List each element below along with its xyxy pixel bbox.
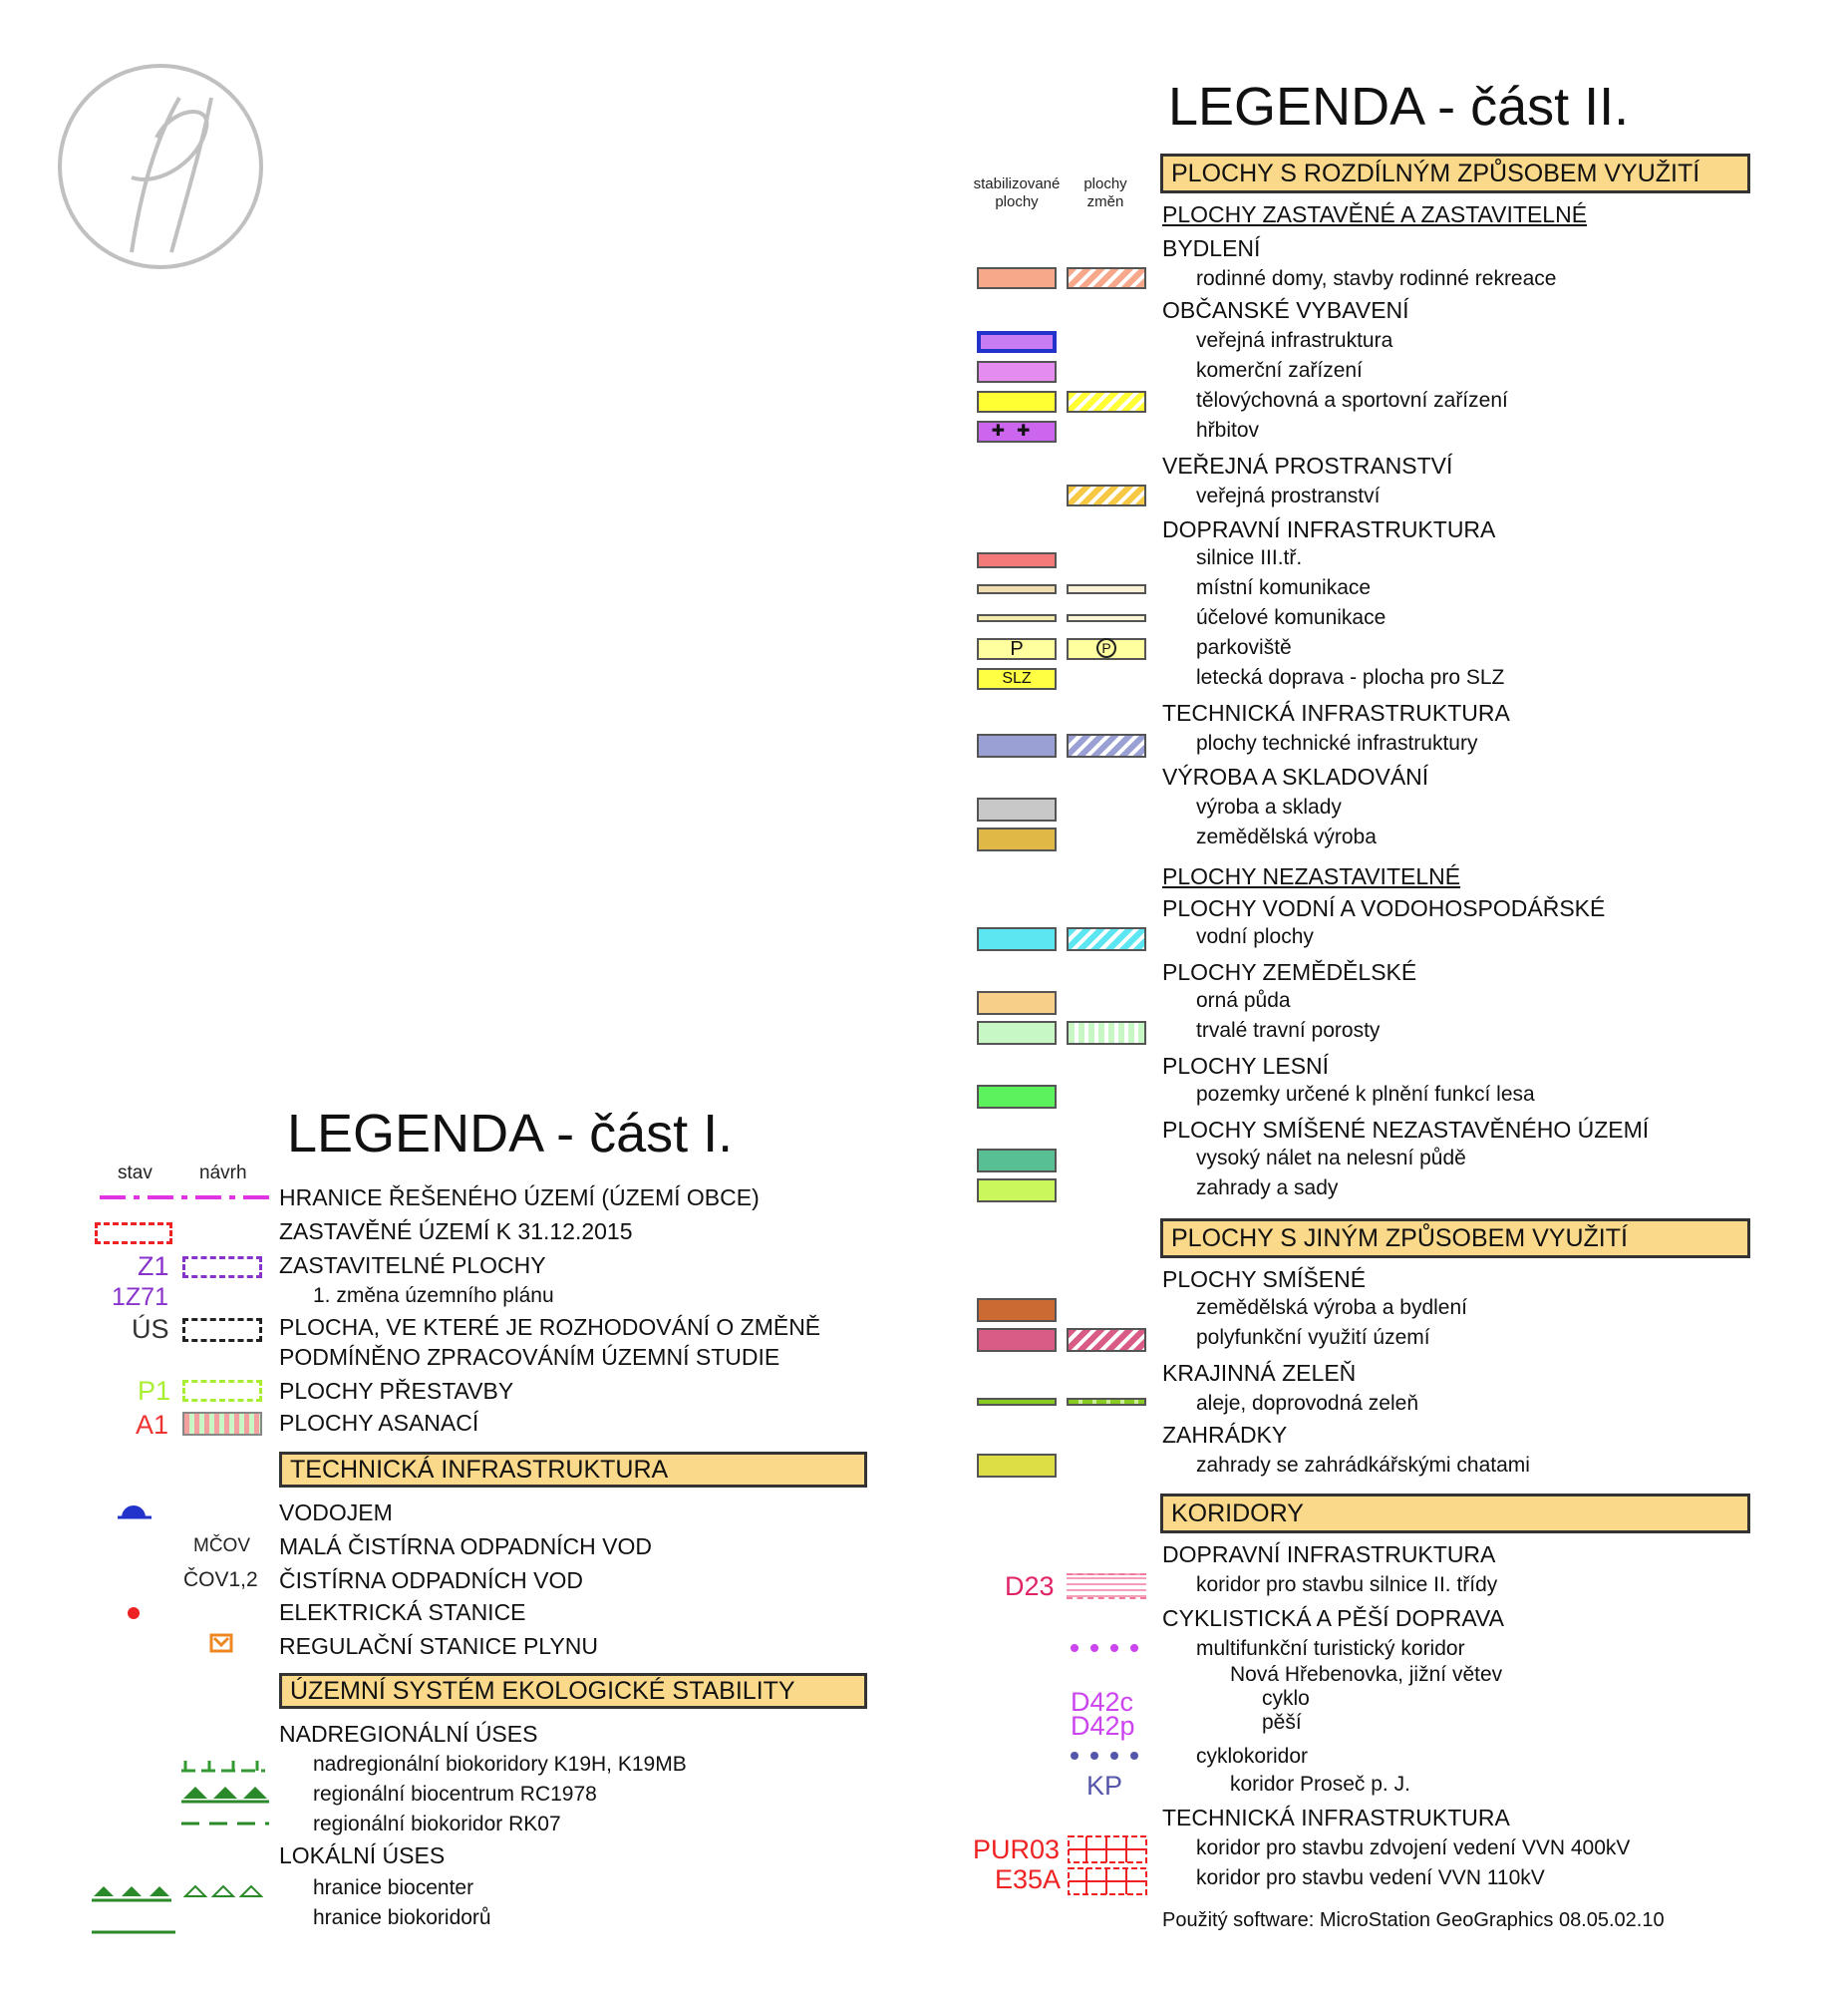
zastavene-heading: PLOCHY ZASTAVĚNÉ A ZASTAVITELNÉ — [1162, 201, 1588, 227]
swatch-aleje-zmena — [1067, 1398, 1146, 1406]
logo — [58, 64, 263, 269]
zemedelske-heading: PLOCHY ZEMĚDĚLSKÉ — [1162, 959, 1417, 985]
komercni-label: komerční zařízení — [1196, 359, 1363, 382]
lesni-label: pozemky určené k plnění funkcí lesa — [1196, 1083, 1535, 1106]
rodinne-label: rodinné domy, stavby rodinné rekreace — [1196, 267, 1557, 290]
reg-biokoridor-symbol — [181, 1821, 269, 1827]
swatch-zahradky — [977, 1454, 1057, 1478]
swatch-travni — [977, 1021, 1057, 1045]
cov-label: ČISTÍRNA ODPADNÍCH VOD — [279, 1567, 583, 1593]
swatch-orna — [977, 991, 1057, 1015]
vvn110-label: koridor pro stavbu vedení VVN 110kV — [1196, 1866, 1545, 1889]
mcov-code: MČOV — [193, 1535, 250, 1556]
vvn400-label: koridor pro stavbu zdvojení vedení VVN 400kV — [1196, 1836, 1631, 1859]
technicka-heading: TECHNICKÁ INFRASTRUKTURA — [1162, 700, 1510, 726]
swatch-vodni — [977, 927, 1057, 951]
software-note: Použitý software: MicroStation GeoGraphics 08.05.02.10 — [1162, 1909, 1665, 1931]
multifunkcni-label: multifunkční turistický koridor — [1196, 1637, 1465, 1660]
zahradky-heading: ZAHRÁDKY — [1162, 1422, 1288, 1448]
hrebenovka-label: Nová Hřebenovka, jižní větev — [1230, 1663, 1503, 1686]
parking-icon: P — [1096, 638, 1116, 658]
nalet-label: vysoký nálet na nelesní půdě — [1196, 1147, 1466, 1169]
letecka-label: letecká doprava - plocha pro SLZ — [1196, 666, 1505, 689]
swatch-letecka: SLZ — [977, 668, 1057, 690]
code-d23: D23 — [1005, 1571, 1055, 1601]
hranice-label: HRANICE ŘEŠENÉHO ÚZEMÍ (ÚZEMÍ OBCE) — [279, 1184, 760, 1210]
elektricka-label: ELEKTRICKÁ STANICE — [279, 1599, 526, 1625]
zastavene-label: ZASTAVĚNÉ ÚZEMÍ K 31.12.2015 — [279, 1218, 633, 1244]
kor-silnice-label: koridor pro stavbu silnice II. třídy — [1196, 1573, 1498, 1596]
code-kp: KP — [1086, 1771, 1123, 1801]
smisene-heading: PLOCHY SMÍŠENÉ — [1162, 1266, 1367, 1292]
telovychovna-label: tělovýchovná a sportovní zařízení — [1196, 389, 1508, 412]
code-e35a: E35A — [995, 1864, 1062, 1894]
silnice-label: silnice III.tř. — [1196, 546, 1303, 569]
hranice-biokoridoru-label: hranice biokoridorů — [313, 1906, 491, 1929]
col-zmen-line1: plochy — [1083, 175, 1127, 192]
zahradky-label: zahrady se zahrádkářskými chatami — [1196, 1454, 1530, 1477]
header-koridory: KORIDORY — [1160, 1494, 1750, 1533]
col-stabilizovane-line1: stabilizované — [973, 175, 1061, 192]
zastavitelne-label: ZASTAVITELNÉ PLOCHY — [279, 1252, 546, 1278]
prestavba-symbol — [182, 1380, 262, 1402]
studie-symbol — [182, 1318, 262, 1342]
asanace-symbol — [182, 1412, 262, 1436]
swatch-ucelove-zmena — [1067, 614, 1146, 622]
swatch-d23 — [1067, 1573, 1146, 1599]
cov-code: ČOV1,2 — [183, 1568, 258, 1591]
vodojem-label: VODOJEM — [279, 1499, 393, 1525]
swatch-verejna-prostranstvi — [1067, 485, 1146, 506]
swatch-lesni — [977, 1085, 1057, 1109]
col-stabilizovane-line2: plochy — [995, 193, 1039, 210]
polyfunkcni-label: polyfunkční využití území — [1196, 1326, 1430, 1349]
nadreg-heading: NADREGIONÁLNÍ ÚSES — [279, 1721, 538, 1747]
col-zmen-line2: změn — [1086, 193, 1124, 210]
lokalni-heading: LOKÁLNÍ ÚSES — [279, 1842, 446, 1868]
cyklokoridor-symbol — [1067, 1751, 1146, 1761]
parkoviste-label: parkoviště — [1196, 636, 1292, 659]
swatch-nalet — [977, 1149, 1057, 1172]
obcanske-heading: OBČANSKÉ VYBAVENÍ — [1162, 297, 1409, 323]
uses-header: ÚZEMNÍ SYSTÉM EKOLOGICKÉ STABILITY — [279, 1673, 867, 1709]
col-stav: stav — [118, 1163, 153, 1183]
hranice-biocenter-symbol — [92, 1882, 271, 1902]
swatch-travni-zmena — [1067, 1021, 1146, 1045]
swatch-mistni-zmena — [1067, 584, 1146, 594]
nadreg-koridor-symbol — [181, 1759, 265, 1773]
bydleni-heading: BYDLENÍ — [1162, 235, 1261, 261]
header-jiny: PLOCHY S JINÝM ZPŮSOBEM VYUŽITÍ — [1160, 1218, 1750, 1258]
vodni-heading: PLOCHY VODNÍ A VODOHOSPODÁŘSKÉ — [1162, 895, 1606, 921]
technicka-plochy-label: plochy technické infrastruktury — [1196, 732, 1478, 755]
swatch-vyroba — [977, 798, 1057, 822]
swatch-polyfunkcni — [977, 1328, 1057, 1352]
swatch-mistni — [977, 584, 1057, 594]
regulacni-stanice-plynu-icon — [209, 1633, 233, 1653]
dopravni-heading: DOPRAVNÍ INFRASTRUKTURA — [1162, 516, 1496, 542]
swatch-telovychovna-zmena — [1067, 391, 1146, 413]
legend-1-title: LEGENDA - část I. — [287, 1104, 734, 1163]
hranice-symbol — [100, 1192, 269, 1202]
vyroba-label: výroba a sklady — [1196, 796, 1342, 819]
kor-technicka-heading: TECHNICKÁ INFRASTRUKTURA — [1162, 1805, 1510, 1830]
plyn-label: REGULAČNÍ STANICE PLYNU — [279, 1633, 598, 1659]
hranice-biokoridoru-symbol — [92, 1930, 175, 1934]
swatch-technicka — [977, 734, 1057, 758]
nezastavitelne-heading: PLOCHY NEZASTAVITELNÉ — [1162, 863, 1461, 889]
elektricka-stanice-icon — [128, 1607, 140, 1619]
verejna-infra-label: veřejná infrastruktura — [1196, 329, 1393, 352]
hrbitov-label: hřbitov — [1196, 419, 1260, 442]
header-rozdilne: PLOCHY S ROZDÍLNÝM ZPŮSOBEM VYUŽITÍ — [1160, 154, 1750, 193]
mistni-label: místní komunikace — [1196, 576, 1372, 599]
logo-monogram-icon — [62, 68, 267, 273]
swatch-bydleni-zmena — [1067, 267, 1146, 289]
technicka-header: TECHNICKÁ INFRASTRUKTURA — [279, 1452, 867, 1488]
code-a1: A1 — [136, 1410, 169, 1440]
code-d42p: D42p — [1071, 1711, 1135, 1741]
swatch-parkoviste-zmena — [1067, 638, 1146, 660]
swatch-vodni-zmena — [1067, 927, 1146, 951]
orna-label: orná půda — [1196, 989, 1291, 1012]
col-stabilizovane — [961, 175, 1073, 211]
prestavba-label: PLOCHY PŘESTAVBY — [279, 1378, 514, 1404]
swatch-verejna-infra — [977, 331, 1057, 353]
zastavitelne-symbol — [182, 1256, 262, 1278]
zastavene-symbol — [95, 1222, 172, 1244]
zahrady-label: zahrady a sady — [1196, 1176, 1339, 1199]
nadreg-koridory-label: nadregionální biokoridory K19H, K19MB — [313, 1753, 687, 1776]
swatch-aleje — [977, 1398, 1057, 1406]
legend-2-title: LEGENDA - část II. — [1168, 77, 1630, 137]
zemedelska-label: zemědělská výroba — [1196, 826, 1377, 848]
reg-biocentrum-symbol — [181, 1783, 269, 1805]
vodojem-icon — [118, 1503, 154, 1519]
verejna-prostranstvi-heading: VEŘEJNÁ PROSTRANSTVÍ — [1162, 453, 1453, 479]
swatch-parkoviste: P — [977, 638, 1057, 660]
zmena-label: 1. změna územního plánu — [313, 1284, 554, 1307]
kor-dopravni-heading: DOPRAVNÍ INFRASTRUKTURA — [1162, 1541, 1496, 1567]
cyklo-label: cyklo — [1262, 1687, 1310, 1710]
studie-label-1: PLOCHA, VE KTERÉ JE ROZHODOVÁNÍ O ZMĚNĚ — [279, 1314, 821, 1340]
mcov-label: MALÁ ČISTÍRNA ODPADNÍCH VOD — [279, 1533, 653, 1559]
aleje-label: aleje, doprovodná zeleň — [1196, 1392, 1419, 1415]
col-zmen — [1073, 175, 1138, 211]
code-d42c: D42c — [1071, 1687, 1134, 1717]
vodni-label: vodní plochy — [1196, 925, 1314, 948]
lesni-heading: PLOCHY LESNÍ — [1162, 1053, 1330, 1079]
reg-biocentrum-label: regionální biocentrum RC1978 — [313, 1783, 597, 1806]
verejna-prostranstvi-label: veřejná prostranství — [1196, 485, 1381, 507]
zem-bydleni-label: zemědělská výroba a bydlení — [1196, 1296, 1467, 1319]
pesi-label: pěší — [1262, 1711, 1302, 1734]
hranice-biocenter-label: hranice biocenter — [313, 1876, 474, 1899]
cyklo-heading: CYKLISTICKÁ A PĚŠÍ DOPRAVA — [1162, 1605, 1504, 1631]
krajinna-heading: KRAJINNÁ ZELEŇ — [1162, 1360, 1357, 1386]
studie-label-2: PODMÍNĚNO ZPRACOVÁNÍM ÚZEMNÍ STUDIE — [279, 1344, 780, 1370]
vyroba-heading: VÝROBA A SKLADOVÁNÍ — [1162, 764, 1429, 790]
smisene-nez-heading: PLOCHY SMÍŠENÉ NEZASTAVĚNÉHO ÚZEMÍ — [1162, 1117, 1650, 1143]
code-p1: P1 — [138, 1376, 171, 1406]
vvn-corridor-symbol — [1067, 1834, 1148, 1896]
cyklokoridor-label: cyklokoridor — [1196, 1745, 1309, 1768]
multifunkcni-symbol — [1067, 1643, 1146, 1653]
code-1z71: 1Z71 — [112, 1283, 168, 1311]
swatch-polyfunkcni-zmena — [1067, 1328, 1146, 1352]
asanace-label: PLOCHY ASANACÍ — [279, 1410, 479, 1436]
swatch-zahrady — [977, 1178, 1057, 1202]
swatch-hrbitov: ✚✚ — [977, 421, 1057, 443]
col-navrh: návrh — [199, 1163, 247, 1183]
ucelove-label: účelové komunikace — [1196, 606, 1386, 629]
swatch-zemedelska — [977, 828, 1057, 851]
reg-biokoridor-label: regionální biokoridor RK07 — [313, 1813, 561, 1835]
swatch-bydleni — [977, 267, 1057, 289]
code-z1: Z1 — [138, 1251, 169, 1281]
swatch-telovychovna — [977, 391, 1057, 413]
travni-label: trvalé travní porosty — [1196, 1019, 1381, 1042]
prosec-label: koridor Proseč p. J. — [1230, 1773, 1410, 1796]
code-pur03: PUR03 — [973, 1834, 1061, 1864]
swatch-zem-bydleni — [977, 1298, 1057, 1322]
code-us: ÚS — [132, 1314, 169, 1344]
swatch-komercni — [977, 361, 1057, 383]
swatch-technicka-zmena — [1067, 734, 1146, 758]
swatch-ucelove — [977, 614, 1057, 622]
swatch-silnice — [977, 552, 1057, 568]
